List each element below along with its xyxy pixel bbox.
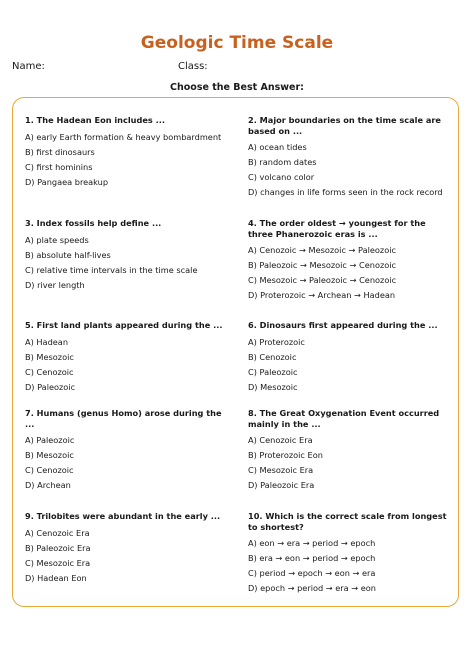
- question-7: [25, 408, 230, 495]
- question-3: [25, 218, 230, 295]
- question-text: 8. The Great Oxygenation Event occurred mainly in the ...: [248, 408, 440, 429]
- question-text: 5. First land plants appeared during the ...: [25, 320, 223, 330]
- question-2: [248, 115, 453, 202]
- option-c: C) Mesozoic Era: [248, 465, 314, 475]
- worksheet-title: Geologic Time Scale: [140, 33, 334, 53]
- option-d: D) Pangaea breakup: [25, 176, 109, 187]
- option-c: C) Cenozoic: [25, 465, 74, 475]
- option-b: B) absolute half-lives: [25, 249, 111, 260]
- option-a: A) Paleozoic: [25, 435, 75, 445]
- question-4: [248, 218, 453, 305]
- option-b: B) Mesozoic: [25, 351, 74, 362]
- option-d: D) Paleozoic: [25, 381, 76, 392]
- instructions: Choose the Best Answer:: [170, 82, 304, 93]
- option-d: D) Archean: [25, 480, 71, 490]
- option-b: B) Paleozoic Era: [25, 542, 91, 553]
- option-c: C) Cenozoic: [25, 366, 74, 377]
- option-d: D) epoch → period → era → eon: [248, 583, 376, 593]
- option-a: A) eon → era → period → epoch: [248, 538, 376, 548]
- question-text: 7. Humans (genus Homo) arose during the ...: [25, 408, 222, 429]
- question-1: [25, 115, 230, 192]
- option-c: C) relative time intervals in the time scale: [25, 264, 198, 275]
- class-label: Class:: [178, 61, 208, 72]
- option-b: B) Proterozoic Eon: [248, 450, 323, 460]
- option-a: A) plate speeds: [25, 234, 89, 245]
- option-c: C) Paleozoic: [248, 366, 298, 377]
- question-text: 6. Dinosaurs first appeared during the ...: [248, 320, 438, 330]
- question-text: 4. The order oldest → youngest for the three Phanerozoic eras is ...: [248, 218, 426, 239]
- option-a: A) Hadean: [25, 336, 69, 347]
- name-label: Name:: [12, 61, 45, 72]
- question-text: 2. Major boundaries on the time scale are based on ...: [248, 115, 441, 136]
- option-b: B) first dinosaurs: [25, 146, 95, 157]
- question-10: [248, 511, 453, 598]
- option-c: C) Mesozoic Era: [25, 557, 91, 568]
- option-a: A) Proterozoic: [248, 336, 305, 347]
- option-a: A) Cenozoic Era: [248, 435, 313, 445]
- option-d: D) Paleozoic Era: [248, 480, 315, 490]
- option-d: D) changes in life forms seen in the rock record: [248, 187, 443, 197]
- option-b: B) random dates: [248, 157, 317, 167]
- option-b: B) Paleozoic → Mesozoic → Cenozoic: [248, 260, 397, 270]
- option-d: D) Hadean Eon: [25, 572, 87, 583]
- option-c: C) volcano color: [248, 172, 315, 182]
- question-text: 9. Trilobites were abundant in the early ...: [25, 511, 221, 521]
- option-b: B) era → eon → period → epoch: [248, 553, 376, 563]
- question-8: [248, 408, 453, 495]
- option-c: C) first hominins: [25, 161, 93, 172]
- question-text: 10. Which is the correct scale from longest to shortest?: [248, 511, 447, 532]
- option-c: C) period → epoch → eon → era: [248, 568, 376, 578]
- question-9: [25, 511, 230, 588]
- option-c: C) Mesozoic → Paleozoic → Cenozoic: [248, 275, 397, 285]
- option-a: A) Cenozoic → Mesozoic → Paleozoic: [248, 245, 397, 255]
- option-b: B) Cenozoic: [248, 351, 297, 362]
- question-text: 3. Index fossils help define ...: [25, 218, 162, 228]
- option-b: B) Mesozoic: [25, 450, 74, 460]
- option-d: D) Proterozoic → Archean → Hadean: [248, 290, 396, 300]
- option-a: A) Cenozoic Era: [25, 527, 90, 538]
- question-6: [248, 320, 453, 397]
- option-a: A) early Earth formation & heavy bombardment: [25, 131, 222, 142]
- question-5: [25, 320, 230, 397]
- option-a: A) ocean tides: [248, 142, 307, 152]
- option-d: D) river length: [25, 279, 85, 290]
- option-d: D) Mesozoic: [248, 381, 298, 392]
- question-text: 1. The Hadean Eon includes ...: [25, 115, 165, 125]
